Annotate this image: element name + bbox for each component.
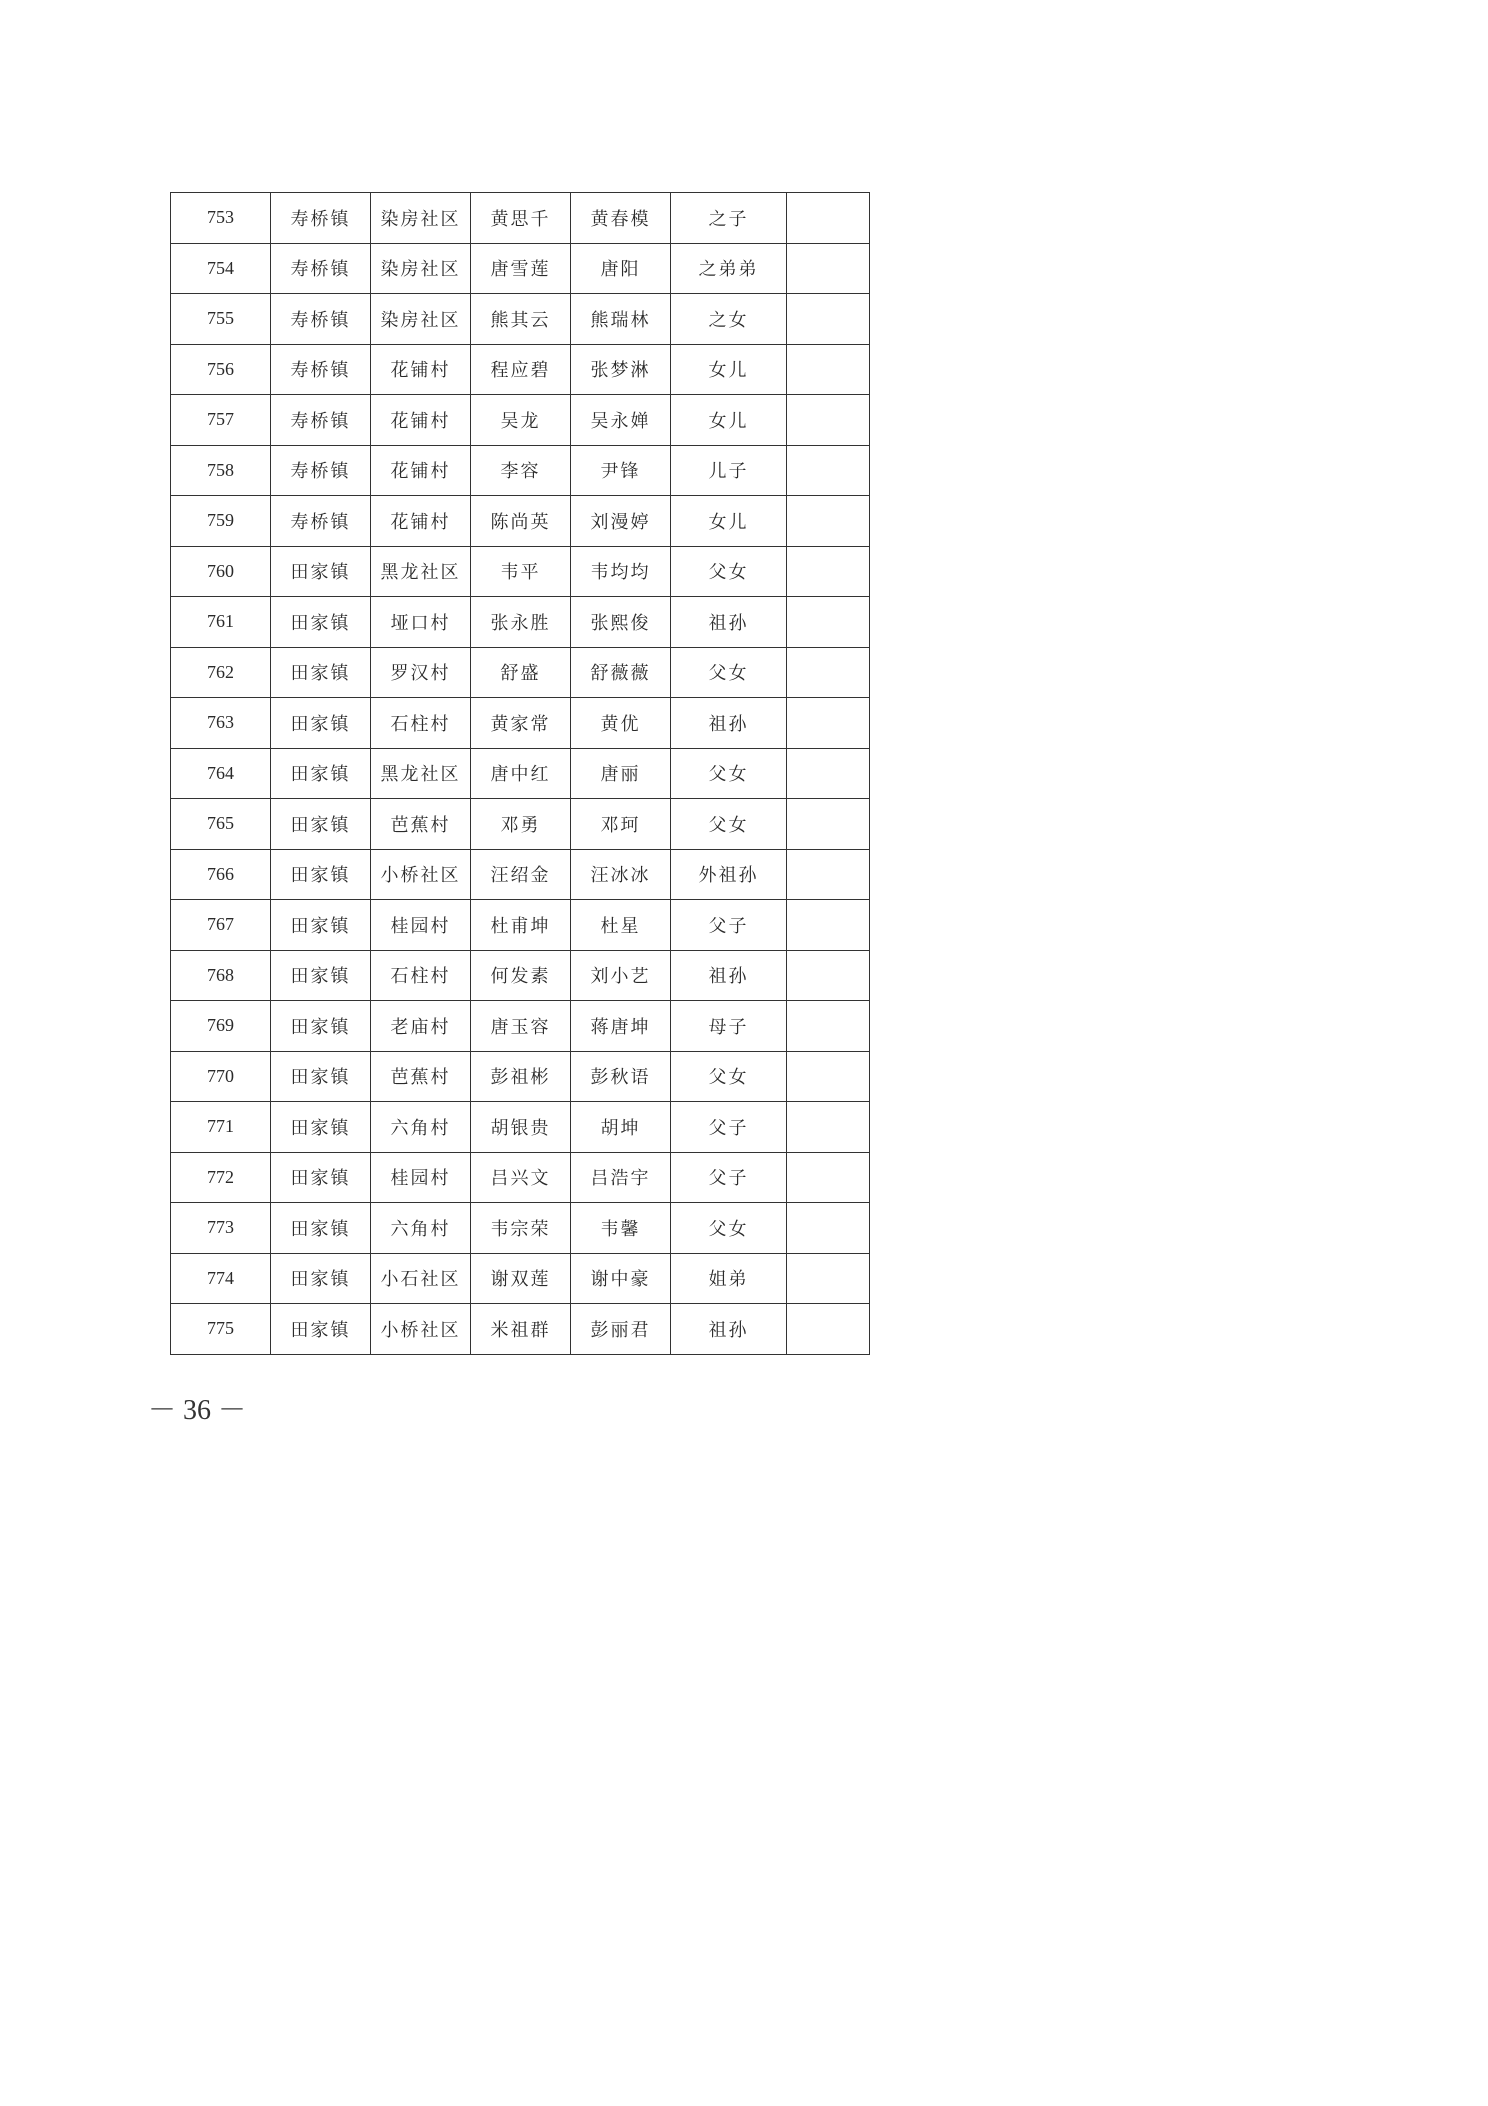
applicant-name-cell: 张永胜 xyxy=(471,597,571,648)
member-name-cell: 吴永婵 xyxy=(571,395,671,446)
row-number-cell: 766 xyxy=(171,849,271,900)
relationship-cell: 父女 xyxy=(671,546,787,597)
relationship-cell: 女儿 xyxy=(671,344,787,395)
row-number-cell: 762 xyxy=(171,647,271,698)
relationship-cell: 外祖孙 xyxy=(671,849,787,900)
row-number-cell: 775 xyxy=(171,1304,271,1355)
row-number-cell: 767 xyxy=(171,900,271,951)
relationship-cell: 之弟弟 xyxy=(671,243,787,294)
table-row xyxy=(171,1253,870,1304)
town-cell: 田家镇 xyxy=(271,950,371,1001)
applicant-name-cell: 唐中红 xyxy=(471,748,571,799)
table-row xyxy=(171,1001,870,1052)
applicant-name-cell: 吴龙 xyxy=(471,395,571,446)
remark-cell xyxy=(787,849,870,900)
applicant-name-cell: 杜甫坤 xyxy=(471,900,571,951)
village-cell: 染房社区 xyxy=(371,294,471,345)
relationship-cell: 父子 xyxy=(671,1102,787,1153)
member-name-cell: 尹锋 xyxy=(571,445,671,496)
member-name-cell: 吕浩宇 xyxy=(571,1152,671,1203)
village-cell: 老庙村 xyxy=(371,1001,471,1052)
remark-cell xyxy=(787,1152,870,1203)
row-number-cell: 764 xyxy=(171,748,271,799)
row-number-cell: 768 xyxy=(171,950,271,1001)
member-name-cell: 唐阳 xyxy=(571,243,671,294)
village-cell: 石柱村 xyxy=(371,698,471,749)
remark-cell xyxy=(787,395,870,446)
village-cell: 染房社区 xyxy=(371,243,471,294)
remark-cell xyxy=(787,546,870,597)
relationship-cell: 祖孙 xyxy=(671,950,787,1001)
remark-cell xyxy=(787,243,870,294)
table-row xyxy=(171,1304,870,1355)
town-cell: 田家镇 xyxy=(271,1152,371,1203)
applicant-name-cell: 韦平 xyxy=(471,546,571,597)
village-cell: 六角村 xyxy=(371,1203,471,1254)
applicant-name-cell: 程应碧 xyxy=(471,344,571,395)
roster-body xyxy=(171,193,870,1355)
table-row xyxy=(171,546,870,597)
town-cell: 田家镇 xyxy=(271,698,371,749)
table-row xyxy=(171,597,870,648)
town-cell: 田家镇 xyxy=(271,900,371,951)
table-row xyxy=(171,1152,870,1203)
town-cell: 田家镇 xyxy=(271,1203,371,1254)
table-row xyxy=(171,294,870,345)
town-cell: 寿桥镇 xyxy=(271,193,371,244)
applicant-name-cell: 李容 xyxy=(471,445,571,496)
applicant-name-cell: 唐玉容 xyxy=(471,1001,571,1052)
table-row xyxy=(171,1102,870,1153)
applicant-name-cell: 舒盛 xyxy=(471,647,571,698)
relationship-cell: 祖孙 xyxy=(671,1304,787,1355)
village-cell: 花铺村 xyxy=(371,344,471,395)
relationship-cell: 之女 xyxy=(671,294,787,345)
remark-cell xyxy=(787,647,870,698)
roster-table xyxy=(170,192,870,1355)
table-row xyxy=(171,698,870,749)
remark-cell xyxy=(787,1001,870,1052)
town-cell: 田家镇 xyxy=(271,748,371,799)
applicant-name-cell: 何发素 xyxy=(471,950,571,1001)
remark-cell xyxy=(787,496,870,547)
row-number-cell: 773 xyxy=(171,1203,271,1254)
relationship-cell: 祖孙 xyxy=(671,698,787,749)
applicant-name-cell: 熊其云 xyxy=(471,294,571,345)
village-cell: 垭口村 xyxy=(371,597,471,648)
village-cell: 花铺村 xyxy=(371,496,471,547)
member-name-cell: 汪冰冰 xyxy=(571,849,671,900)
applicant-name-cell: 唐雪莲 xyxy=(471,243,571,294)
table-row xyxy=(171,950,870,1001)
applicant-name-cell: 邓勇 xyxy=(471,799,571,850)
applicant-name-cell: 米祖群 xyxy=(471,1304,571,1355)
applicant-name-cell: 黄家常 xyxy=(471,698,571,749)
table-row xyxy=(171,900,870,951)
remark-cell xyxy=(787,799,870,850)
relationship-cell: 父女 xyxy=(671,748,787,799)
relationship-cell: 女儿 xyxy=(671,496,787,547)
village-cell: 小石社区 xyxy=(371,1253,471,1304)
row-number-cell: 771 xyxy=(171,1102,271,1153)
remark-cell xyxy=(787,344,870,395)
relationship-cell: 父子 xyxy=(671,900,787,951)
remark-cell xyxy=(787,748,870,799)
town-cell: 田家镇 xyxy=(271,1253,371,1304)
member-name-cell: 蒋唐坤 xyxy=(571,1001,671,1052)
remark-cell xyxy=(787,698,870,749)
town-cell: 田家镇 xyxy=(271,1001,371,1052)
member-name-cell: 张梦淋 xyxy=(571,344,671,395)
table-row xyxy=(171,395,870,446)
remark-cell xyxy=(787,1203,870,1254)
remark-cell xyxy=(787,294,870,345)
member-name-cell: 熊瑞林 xyxy=(571,294,671,345)
applicant-name-cell: 谢双莲 xyxy=(471,1253,571,1304)
applicant-name-cell: 彭祖彬 xyxy=(471,1051,571,1102)
applicant-name-cell: 陈尚英 xyxy=(471,496,571,547)
town-cell: 寿桥镇 xyxy=(271,445,371,496)
applicant-name-cell: 韦宗荣 xyxy=(471,1203,571,1254)
row-number-cell: 760 xyxy=(171,546,271,597)
row-number-cell: 754 xyxy=(171,243,271,294)
village-cell: 石柱村 xyxy=(371,950,471,1001)
town-cell: 田家镇 xyxy=(271,1304,371,1355)
remark-cell xyxy=(787,597,870,648)
member-name-cell: 黄优 xyxy=(571,698,671,749)
row-number-cell: 770 xyxy=(171,1051,271,1102)
member-name-cell: 杜星 xyxy=(571,900,671,951)
village-cell: 小桥社区 xyxy=(371,1304,471,1355)
remark-cell xyxy=(787,193,870,244)
village-cell: 罗汉村 xyxy=(371,647,471,698)
table-row xyxy=(171,193,870,244)
member-name-cell: 胡坤 xyxy=(571,1102,671,1153)
relationship-cell: 儿子 xyxy=(671,445,787,496)
town-cell: 寿桥镇 xyxy=(271,395,371,446)
remark-cell xyxy=(787,950,870,1001)
member-name-cell: 彭丽君 xyxy=(571,1304,671,1355)
relationship-cell: 女儿 xyxy=(671,395,787,446)
row-number-cell: 756 xyxy=(171,344,271,395)
town-cell: 田家镇 xyxy=(271,1102,371,1153)
row-number-cell: 758 xyxy=(171,445,271,496)
village-cell: 花铺村 xyxy=(371,395,471,446)
town-cell: 田家镇 xyxy=(271,546,371,597)
member-name-cell: 韦馨 xyxy=(571,1203,671,1254)
village-cell: 桂园村 xyxy=(371,900,471,951)
relationship-cell: 之子 xyxy=(671,193,787,244)
remark-cell xyxy=(787,445,870,496)
relationship-cell: 父子 xyxy=(671,1152,787,1203)
table-row xyxy=(171,1051,870,1102)
table-row xyxy=(171,243,870,294)
applicant-name-cell: 黄思千 xyxy=(471,193,571,244)
village-cell: 桂园村 xyxy=(371,1152,471,1203)
member-name-cell: 谢中豪 xyxy=(571,1253,671,1304)
row-number-cell: 759 xyxy=(171,496,271,547)
page-number: － 36 － xyxy=(148,1395,247,1426)
relationship-cell: 父女 xyxy=(671,1203,787,1254)
applicant-name-cell: 吕兴文 xyxy=(471,1152,571,1203)
village-cell: 染房社区 xyxy=(371,193,471,244)
member-name-cell: 舒薇薇 xyxy=(571,647,671,698)
member-name-cell: 刘小艺 xyxy=(571,950,671,1001)
relationship-cell: 姐弟 xyxy=(671,1253,787,1304)
town-cell: 田家镇 xyxy=(271,597,371,648)
row-number-cell: 772 xyxy=(171,1152,271,1203)
village-cell: 黑龙社区 xyxy=(371,546,471,597)
remark-cell xyxy=(787,1051,870,1102)
applicant-name-cell: 胡银贵 xyxy=(471,1102,571,1153)
table-row xyxy=(171,496,870,547)
table-row xyxy=(171,799,870,850)
table-row xyxy=(171,1203,870,1254)
relationship-cell: 祖孙 xyxy=(671,597,787,648)
member-name-cell: 邓珂 xyxy=(571,799,671,850)
table-row xyxy=(171,344,870,395)
applicant-name-cell: 汪绍金 xyxy=(471,849,571,900)
member-name-cell: 唐丽 xyxy=(571,748,671,799)
town-cell: 寿桥镇 xyxy=(271,243,371,294)
table-row xyxy=(171,748,870,799)
row-number-cell: 757 xyxy=(171,395,271,446)
row-number-cell: 753 xyxy=(171,193,271,244)
town-cell: 田家镇 xyxy=(271,1051,371,1102)
remark-cell xyxy=(787,1102,870,1153)
town-cell: 田家镇 xyxy=(271,799,371,850)
village-cell: 芭蕉村 xyxy=(371,1051,471,1102)
row-number-cell: 763 xyxy=(171,698,271,749)
member-name-cell: 刘漫婷 xyxy=(571,496,671,547)
village-cell: 小桥社区 xyxy=(371,849,471,900)
village-cell: 花铺村 xyxy=(371,445,471,496)
relationship-cell: 母子 xyxy=(671,1001,787,1052)
town-cell: 寿桥镇 xyxy=(271,344,371,395)
remark-cell xyxy=(787,1253,870,1304)
town-cell: 田家镇 xyxy=(271,849,371,900)
member-name-cell: 彭秋语 xyxy=(571,1051,671,1102)
village-cell: 芭蕉村 xyxy=(371,799,471,850)
town-cell: 寿桥镇 xyxy=(271,496,371,547)
member-name-cell: 韦均均 xyxy=(571,546,671,597)
row-number-cell: 774 xyxy=(171,1253,271,1304)
remark-cell xyxy=(787,900,870,951)
row-number-cell: 765 xyxy=(171,799,271,850)
town-cell: 田家镇 xyxy=(271,647,371,698)
relationship-cell: 父女 xyxy=(671,647,787,698)
row-number-cell: 755 xyxy=(171,294,271,345)
town-cell: 寿桥镇 xyxy=(271,294,371,345)
relationship-cell: 父女 xyxy=(671,1051,787,1102)
village-cell: 黑龙社区 xyxy=(371,748,471,799)
table-row xyxy=(171,445,870,496)
member-name-cell: 黄春模 xyxy=(571,193,671,244)
relationship-cell: 父女 xyxy=(671,799,787,850)
table-row xyxy=(171,647,870,698)
row-number-cell: 769 xyxy=(171,1001,271,1052)
member-name-cell: 张熙俊 xyxy=(571,597,671,648)
table-row xyxy=(171,849,870,900)
row-number-cell: 761 xyxy=(171,597,271,648)
village-cell: 六角村 xyxy=(371,1102,471,1153)
remark-cell xyxy=(787,1304,870,1355)
